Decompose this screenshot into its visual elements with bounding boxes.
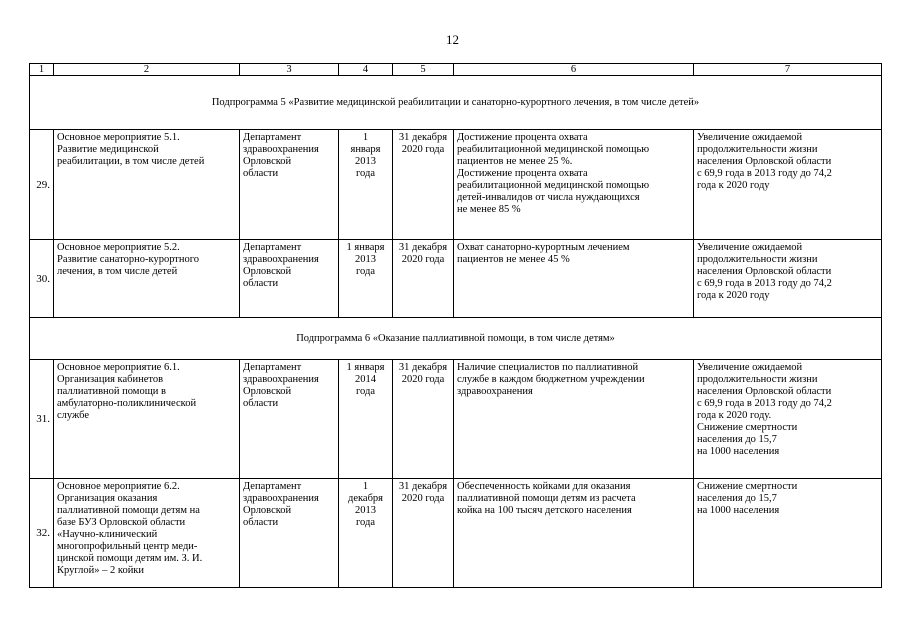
cell-line: Орловской xyxy=(243,156,292,167)
cell-line: пациентов не менее 45 % xyxy=(457,254,570,265)
cell-line: Основное мероприятие 6.2. xyxy=(57,481,180,492)
cell-line: Обеспеченность койками для оказания xyxy=(457,481,631,492)
cell-line: 31 декабря xyxy=(398,362,448,373)
start-date-cell xyxy=(339,360,393,479)
cell-line: Организация оказания xyxy=(57,493,158,504)
result-cell xyxy=(694,240,882,318)
executor-cell xyxy=(240,479,339,588)
cell-line: Орловской xyxy=(243,505,292,516)
indicator-cell xyxy=(454,130,694,240)
cell-line: года к 2020 году xyxy=(697,180,770,191)
indicator-cell xyxy=(454,479,694,588)
cell-line: с 69,9 года в 2013 году до 74,2 xyxy=(697,398,832,409)
cell-line: паллиативной помощи детям на xyxy=(57,505,200,516)
cell-line: здравоохранения xyxy=(243,254,319,265)
cell-line: 1 xyxy=(362,132,369,143)
cell-line: Развитие санаторно-курортного xyxy=(57,254,200,265)
row-number: 32. xyxy=(30,479,54,588)
cell-line: Орловской xyxy=(243,266,292,277)
cell-line: населения до 15,7 xyxy=(697,493,777,504)
cell-line: 2020 года xyxy=(401,144,445,155)
cell-line: Снижение смертности xyxy=(697,422,798,433)
cell-line: на 1000 населения xyxy=(697,505,780,516)
header-cell: 3 xyxy=(240,64,339,76)
cell-line: населения Орловской области xyxy=(697,156,832,167)
activity-cell xyxy=(54,360,240,479)
page-number: 12 xyxy=(446,32,459,47)
subprogram-5-title: Подпрограмма 5 «Развитие медицинской реабилитации и санаторно-курортного лечения, в том числе детей» xyxy=(30,76,882,130)
cell-line: 2013 xyxy=(355,505,376,516)
row-number: 29. xyxy=(30,130,54,240)
cell-line: многопрофильный центр меди- xyxy=(57,541,198,552)
cell-line: паллиативной помощи в xyxy=(57,386,166,397)
cell-line: 2013 xyxy=(355,156,376,167)
cell-line: Развитие медицинской xyxy=(57,144,159,155)
result-cell xyxy=(694,130,882,240)
cell-line: реабилитационной медицинской помощью xyxy=(457,144,650,155)
cell-line: 1 января xyxy=(346,242,385,253)
cell-line: 2013 xyxy=(355,254,376,265)
indicator-cell xyxy=(454,360,694,479)
cell-line: года xyxy=(356,168,375,179)
cell-line: Охват санаторно-курортным лечением xyxy=(457,242,630,253)
cell-line: Организация кабинетов xyxy=(57,374,164,385)
activity-cell xyxy=(54,240,240,318)
cell-line: Достижение процента охвата xyxy=(457,168,588,179)
cell-line: здравоохранения xyxy=(243,144,319,155)
cell-line: Департамент xyxy=(243,132,302,143)
row-number: 31. xyxy=(30,360,54,479)
cell-line: 1 xyxy=(362,481,369,492)
executor-cell xyxy=(240,240,339,318)
cell-line: 1 января xyxy=(346,362,385,373)
cell-line: 2020 года xyxy=(401,374,445,385)
cell-line: 31 декабря xyxy=(398,481,448,492)
cell-line: продолжительности жизни xyxy=(697,374,818,385)
cell-line: базе БУЗ Орловской области xyxy=(57,517,186,528)
header-cell: 5 xyxy=(393,64,454,76)
cell-line: Орловской xyxy=(243,386,292,397)
subprogram-6-title: Подпрограмма 6 «Оказание паллиативной помощи, в том числе детям» xyxy=(30,318,882,360)
header-cell: 6 xyxy=(454,64,694,76)
cell-line: Увеличение ожидаемой xyxy=(697,242,803,253)
cell-line: продолжительности жизни xyxy=(697,254,818,265)
cell-line: года к 2020 году xyxy=(697,290,770,301)
cell-line: года xyxy=(356,517,375,528)
cell-line: здравоохранения xyxy=(243,493,319,504)
cell-line: Круглой» – 2 койки xyxy=(57,565,145,576)
row-number: 30. xyxy=(30,240,54,318)
cell-line: Департамент xyxy=(243,242,302,253)
cell-line: 2014 xyxy=(355,374,376,385)
cell-line: койка на 100 тысяч детского населения xyxy=(457,505,632,516)
cell-line: детей-инвалидов от числа нуждающихся xyxy=(457,192,640,203)
executor-cell xyxy=(240,360,339,479)
cell-line: населения до 15,7 xyxy=(697,434,777,445)
table-row xyxy=(30,240,882,318)
cell-line: Достижение процента охвата xyxy=(457,132,588,143)
subprogram-row xyxy=(30,76,882,130)
cell-line: продолжительности жизни xyxy=(697,144,818,155)
indicator-cell xyxy=(454,240,694,318)
cell-line: области xyxy=(243,398,279,409)
activity-cell xyxy=(54,130,240,240)
start-date-cell xyxy=(339,130,393,240)
cell-line: паллиативной помощи детям из расчета xyxy=(457,493,636,504)
cell-line: лечения, в том числе детей xyxy=(57,266,178,277)
cell-line: службе в каждом бюджетном учреждении xyxy=(457,374,645,385)
start-date-cell xyxy=(339,479,393,588)
end-date-cell xyxy=(393,479,454,588)
table-row xyxy=(30,479,882,588)
cell-line: здравоохранения xyxy=(457,386,533,397)
activity-cell xyxy=(54,479,240,588)
cell-line: года xyxy=(356,266,375,277)
cell-line: Увеличение ожидаемой xyxy=(697,132,803,143)
header-cell: 4 xyxy=(339,64,393,76)
cell-line: Наличие специалистов по паллиативной xyxy=(457,362,639,373)
end-date-cell xyxy=(393,360,454,479)
cell-line: января xyxy=(350,144,381,155)
cell-line: 2020 года xyxy=(401,254,445,265)
cell-line: пациентов не менее 25 %. xyxy=(457,156,573,167)
result-cell xyxy=(694,479,882,588)
cell-line: Основное мероприятие 5.2. xyxy=(57,242,180,253)
cell-line: Департамент xyxy=(243,362,302,373)
cell-line: области xyxy=(243,278,279,289)
cell-line: службе xyxy=(57,410,89,421)
cell-line: области xyxy=(243,168,279,179)
cell-line: Снижение смертности xyxy=(697,481,798,492)
cell-line: года xyxy=(356,386,375,397)
cell-line: населения Орловской области xyxy=(697,266,832,277)
cell-line: здравоохранения xyxy=(243,374,319,385)
cell-line: амбулаторно-поликлинической xyxy=(57,398,197,409)
header-cell: 7 xyxy=(694,64,882,76)
executor-cell xyxy=(240,130,339,240)
cell-line: области xyxy=(243,517,279,528)
start-date-cell xyxy=(339,240,393,318)
subprogram-row xyxy=(30,318,882,360)
cell-line: Основное мероприятие 5.1. xyxy=(57,132,180,143)
result-cell xyxy=(694,360,882,479)
cell-line: Департамент xyxy=(243,481,302,492)
cell-line: декабря xyxy=(347,493,384,504)
cell-line: с 69,9 года в 2013 году до 74,2 xyxy=(697,278,832,289)
cell-line: реабилитационной медицинской помощью xyxy=(457,180,650,191)
cell-line: с 69,9 года в 2013 году до 74,2 xyxy=(697,168,832,179)
cell-line: цинской помощи детям им. З. И. xyxy=(57,553,203,564)
header-row xyxy=(30,64,882,76)
table-row xyxy=(30,360,882,479)
cell-line: на 1000 населения xyxy=(697,446,780,457)
header-cell: 1 xyxy=(30,64,54,76)
cell-line: 31 декабря xyxy=(398,242,448,253)
end-date-cell xyxy=(393,130,454,240)
table-row xyxy=(30,130,882,240)
cell-line: реабилитации, в том числе детей xyxy=(57,156,205,167)
header-cell: 2 xyxy=(54,64,240,76)
cell-line: Увеличение ожидаемой xyxy=(697,362,803,373)
cell-line: Основное мероприятие 6.1. xyxy=(57,362,180,373)
cell-line: «Научно-клинический xyxy=(57,529,158,540)
cell-line: года к 2020 году. xyxy=(697,410,772,421)
program-table xyxy=(29,63,882,588)
cell-line: 31 декабря xyxy=(398,132,448,143)
cell-line: населения Орловской области xyxy=(697,386,832,397)
end-date-cell xyxy=(393,240,454,318)
cell-line: не менее 85 % xyxy=(457,204,521,215)
cell-line: 2020 года xyxy=(401,493,445,504)
